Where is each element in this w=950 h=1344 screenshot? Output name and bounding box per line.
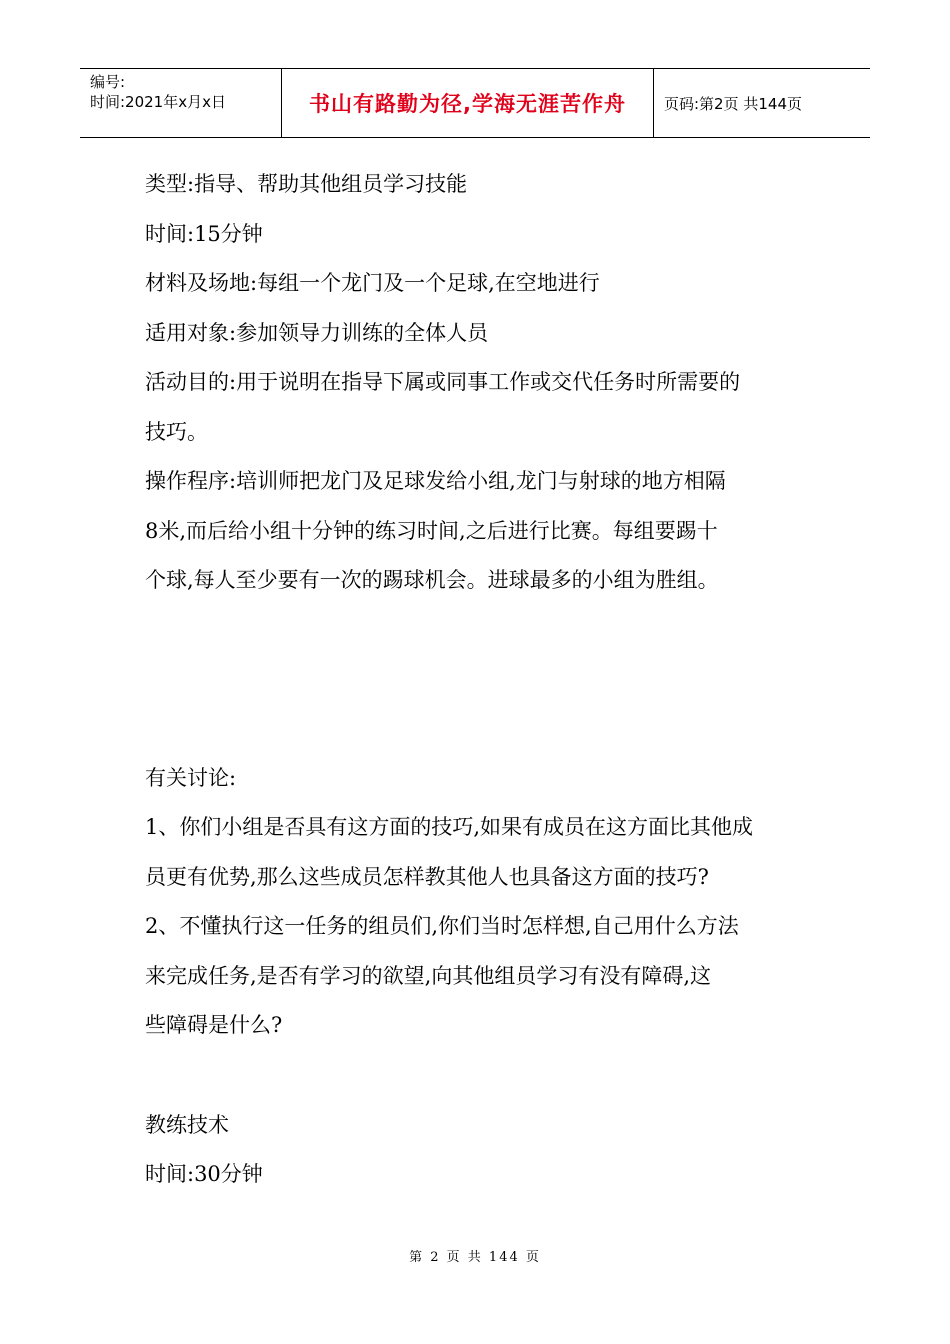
page-footer: 第 2 页 共 144 页 xyxy=(409,1250,541,1265)
discussion-q1-line1: 1、你们小组是否具有这方面的技巧,如果有成员在这方面比其他成 xyxy=(145,815,754,839)
activity-purpose-line1: 活动目的:用于说明在指导下属或同事工作或交代任务时所需要的 xyxy=(145,370,741,394)
spacer xyxy=(145,606,810,754)
header-motto-cell xyxy=(282,69,654,137)
header-left-cell xyxy=(80,69,282,137)
discussion-q2-line3: 些障碍是什么? xyxy=(145,1013,283,1037)
discussion-title: 有关讨论: xyxy=(145,765,237,790)
activity-audience: 适用对象:参加领导力训练的全体人员 xyxy=(145,320,489,345)
header-number-label: 编号: xyxy=(90,73,126,91)
activity-procedure-line1: 操作程序:培训师把龙门及足球发给小组,龙门与射球的地方相隔 xyxy=(145,469,726,493)
activity-procedure-line3: 个球,每人至少要有一次的踢球机会。进球最多的小组为胜组。 xyxy=(145,568,719,592)
section-title: 教练技术 xyxy=(145,1112,229,1137)
header-motto: 书山有路勤为径,学海无涯苦作舟 xyxy=(309,92,626,116)
activity-type: 类型:指导、帮助其他组员学习技能 xyxy=(145,172,468,196)
activity-materials: 材料及场地:每组一个龙门及一个足球,在空地进行 xyxy=(145,271,600,295)
activity-purpose-line2: 技巧。 xyxy=(145,419,208,444)
page-header xyxy=(80,68,870,138)
header-page-info-cell xyxy=(654,69,870,137)
section-time: 时间:30分钟 xyxy=(145,1162,263,1186)
activity-procedure-line2: 8米,而后给小组十分钟的练习时间,之后进行比赛。每组要踢十 xyxy=(145,518,718,543)
header-page-info: 页码:第2页 共144页 xyxy=(664,94,802,113)
discussion-q1-line2: 员更有优势,那么这些成员怎样教其他人也具备这方面的技巧? xyxy=(145,864,709,889)
activity-time: 时间:15分钟 xyxy=(145,221,263,246)
document-body xyxy=(145,160,810,1200)
discussion-q2-line2: 来完成任务,是否有学习的欲望,向其他组员学习有没有障碍,这 xyxy=(145,963,712,988)
discussion-q2-line1: 2、不懂执行这一任务的组员们,你们当时怎样想,自己用什么方法 xyxy=(145,914,739,938)
spacer xyxy=(145,1051,810,1101)
header-time-label: 时间:2021年x月x日 xyxy=(90,93,226,111)
